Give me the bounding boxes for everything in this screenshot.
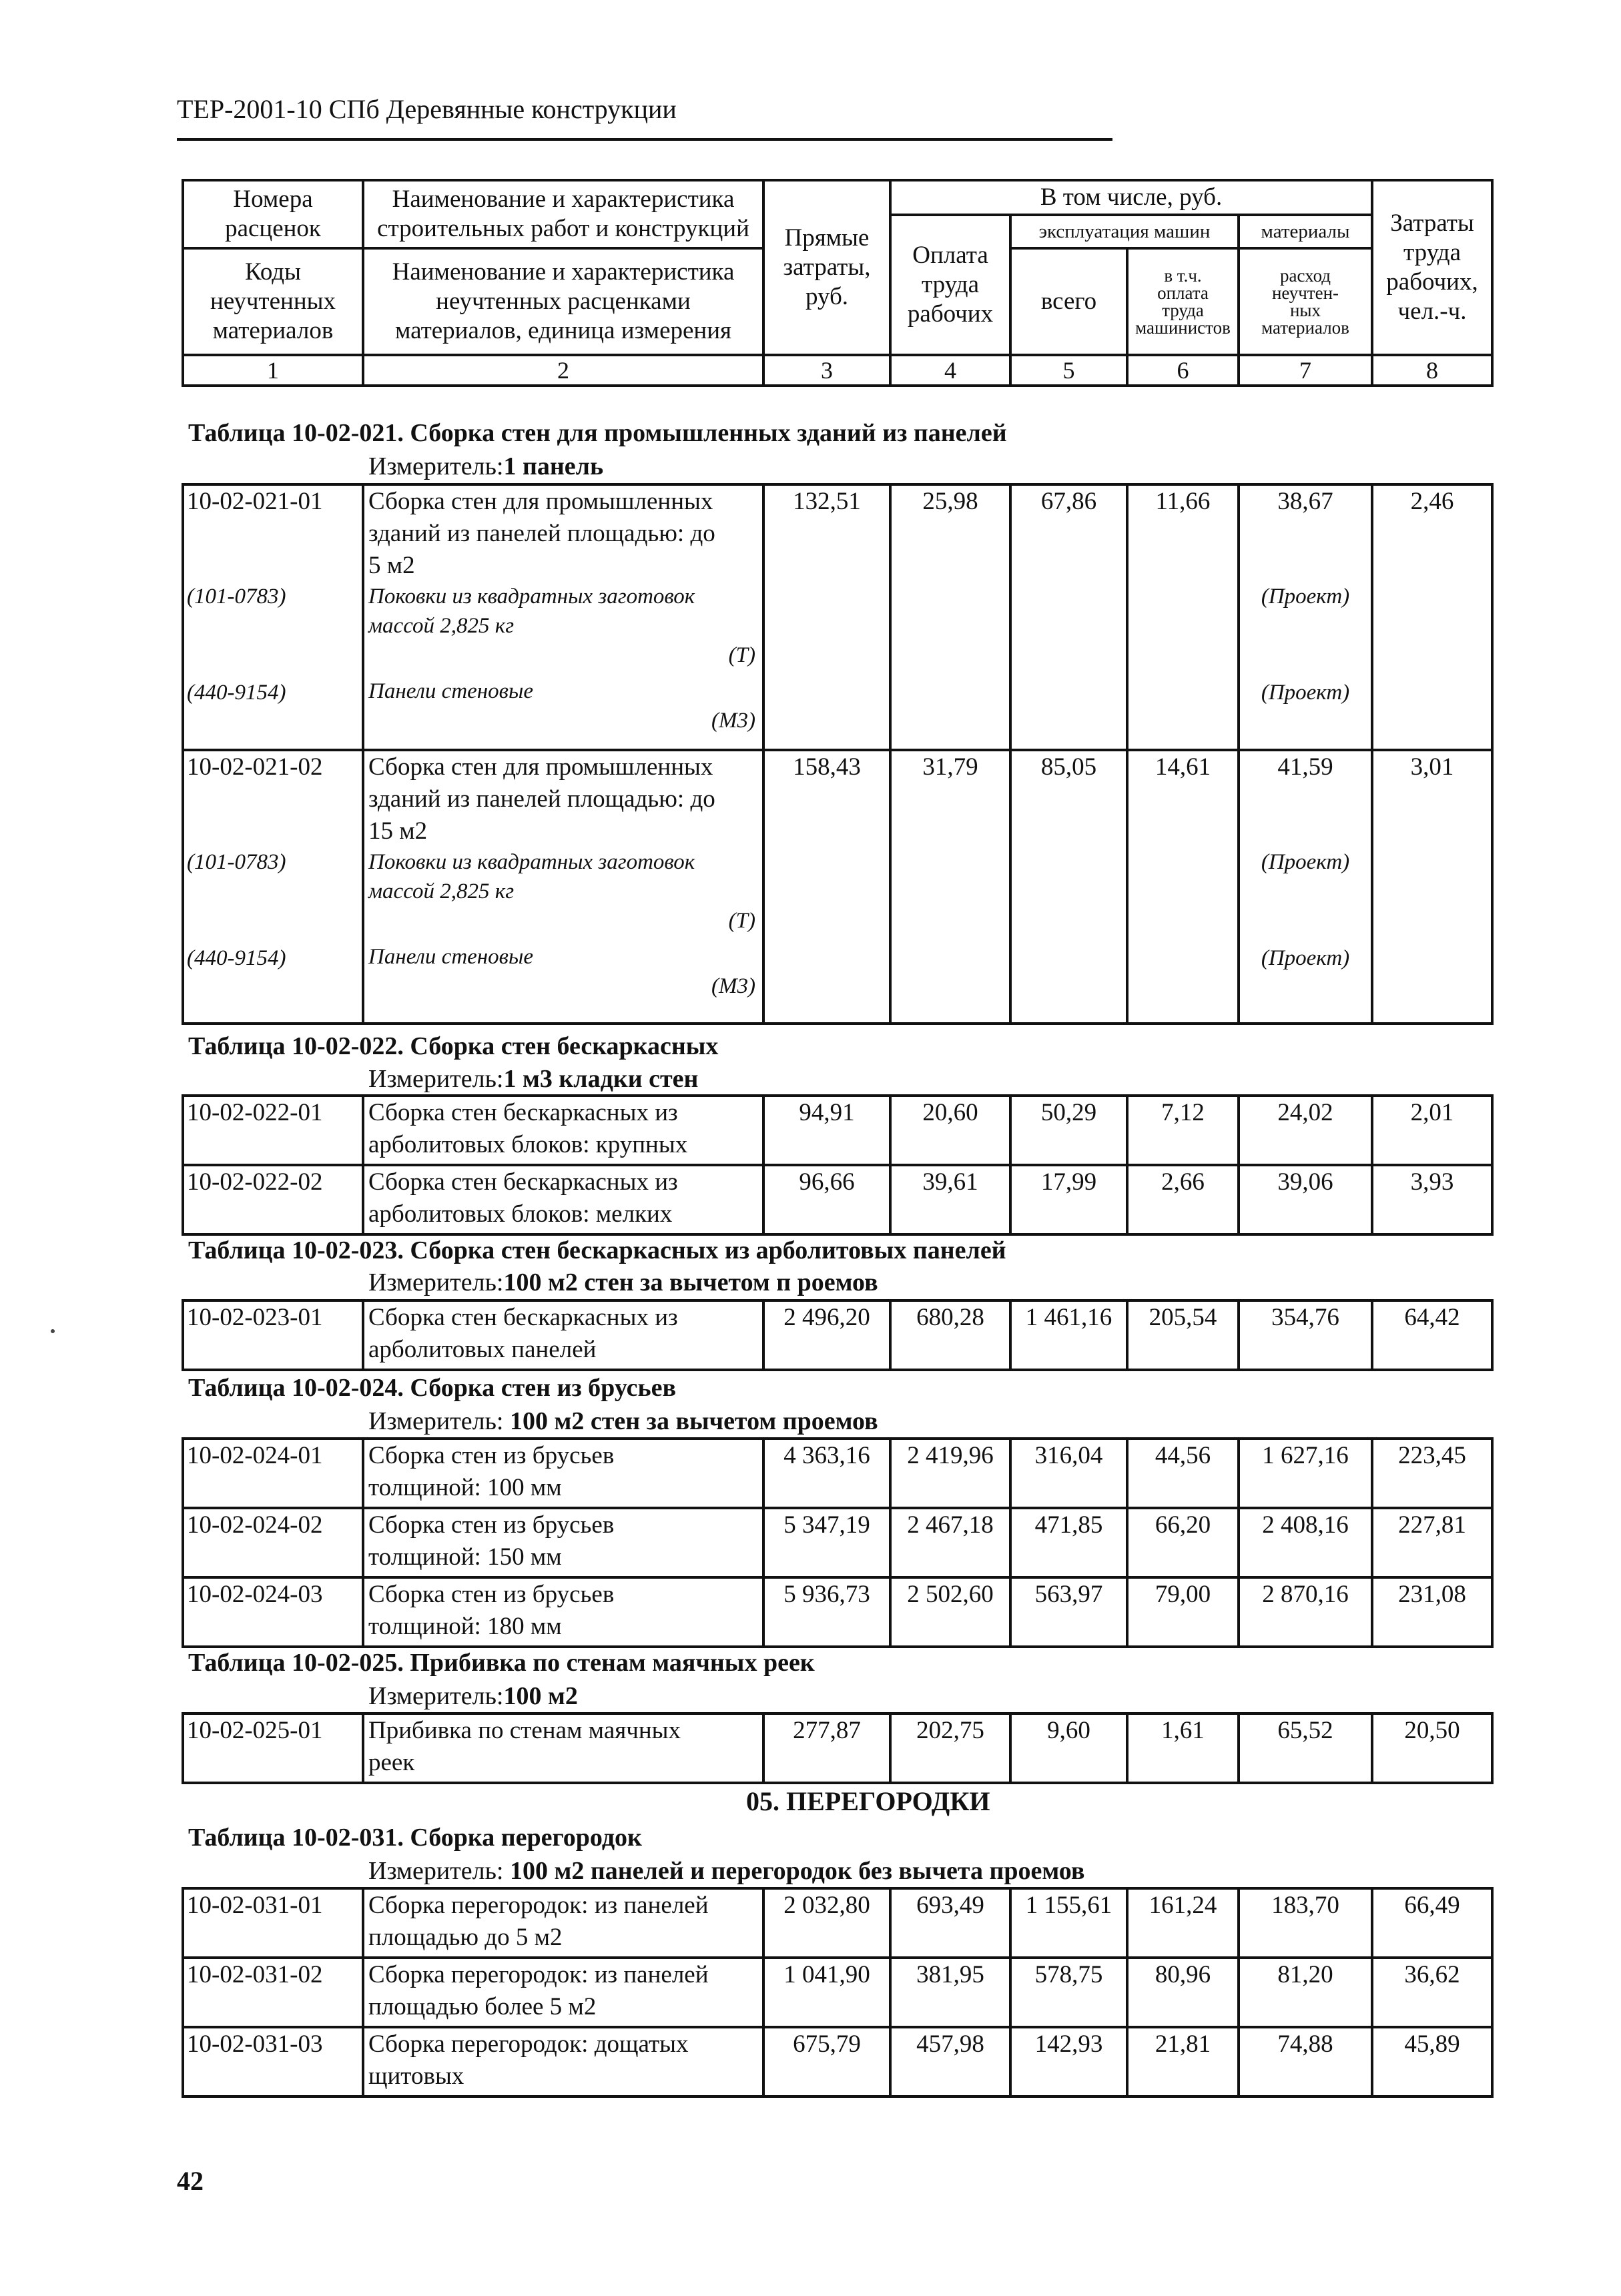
rates-table	[182, 1299, 1494, 1371]
hdr-machinist-pay: в т.ч. оплата труда машинистов	[1127, 248, 1239, 355]
material-name: Панели стеновые	[368, 945, 533, 969]
table-meter: Измеритель: 100 м2 панелей и перегородок без вычета проемов	[368, 1857, 1085, 1885]
direct-costs: 675,79	[763, 2027, 890, 2096]
labor-hours: 2,01	[1372, 1096, 1492, 1165]
materials-value: 65,52	[1239, 1713, 1372, 1783]
material-code: (101-0783)	[187, 585, 286, 609]
hdr-material-names: Наименование и характеристика неучтенных расценками материалов, единица измерения	[363, 248, 763, 355]
table-title: Таблица 10-02-031. Сборка перегородок	[188, 1824, 642, 1852]
worker-pay: 381,95	[890, 1958, 1010, 2027]
direct-costs: 132,51	[763, 484, 890, 750]
table-title: Таблица 10-02-021. Сборка стен для промышленных зданий из панелей	[188, 419, 1007, 447]
materials-value: 183,70	[1239, 1888, 1372, 1958]
section-title: 05. ПЕРЕГОРОДКИ	[746, 1786, 990, 1816]
header-rule	[177, 138, 1112, 141]
rate-code: 10-02-031-02	[183, 1958, 363, 2027]
worker-pay: 20,60	[890, 1096, 1010, 1165]
material-value: (Проект)	[1261, 946, 1350, 970]
machines-total: 316,04	[1010, 1439, 1127, 1508]
machinist-pay: 79,00	[1127, 1577, 1239, 1647]
hdr-labor-hours: Затраты труда рабочих, чел.-ч.	[1372, 180, 1492, 355]
rate-description: Сборка перегородок: из панелей площадью до 5 м2	[363, 1888, 763, 1958]
table-row	[183, 2027, 1492, 2096]
labor-hours: 2,46	[1372, 484, 1492, 750]
machines-total: 1 461,16	[1010, 1300, 1127, 1370]
worker-pay: 39,61	[890, 1165, 1010, 1234]
material-code: (440-9154)	[187, 681, 286, 705]
material-name: Поковки из квадратных заготовок массой 2,825 кг	[368, 585, 695, 638]
table-row	[183, 1577, 1492, 1647]
rate-description: Сборка перегородок: из панелей площадью более 5 м2	[363, 1958, 763, 2027]
labor-hours: 45,89	[1372, 2027, 1492, 2096]
table-row	[183, 484, 1492, 750]
rate-code: 10-02-031-01	[183, 1888, 363, 1958]
labor-hours: 3,01	[1372, 750, 1492, 1024]
worker-pay: 2 502,60	[890, 1577, 1010, 1647]
material-code: (101-0783)	[187, 850, 286, 874]
hdr-materials: материалы	[1239, 215, 1372, 248]
machinist-pay: 7,12	[1127, 1096, 1239, 1165]
direct-costs: 5 936,73	[763, 1577, 890, 1647]
materials-value: 1 627,16	[1239, 1439, 1372, 1508]
direct-costs: 5 347,19	[763, 1508, 890, 1577]
hdr-material-codes: Коды неучтенных материалов	[183, 248, 363, 355]
material-code: (440-9154)	[187, 946, 286, 970]
table-row	[183, 1888, 1492, 1958]
rates-table	[182, 1437, 1494, 1648]
material-name: Панели стеновые	[368, 679, 533, 703]
machines-total: 1 155,61	[1010, 1888, 1127, 1958]
rate-code: 10-02-021-01	[187, 488, 323, 515]
direct-costs: 2 032,80	[763, 1888, 890, 1958]
rate-code: 10-02-024-03	[183, 1577, 363, 1647]
machinist-pay: 205,54	[1127, 1300, 1239, 1370]
machinist-pay: 80,96	[1127, 1958, 1239, 2027]
machines-total: 471,85	[1010, 1508, 1127, 1577]
direct-costs: 94,91	[763, 1096, 890, 1165]
machinist-pay: 2,66	[1127, 1165, 1239, 1234]
rates-table	[182, 1712, 1494, 1784]
hdr-worker-pay: Оплата труда рабочих	[890, 215, 1010, 355]
rate-code: 10-02-021-02	[187, 753, 323, 781]
table-row	[183, 1439, 1492, 1508]
rate-code: 10-02-024-02	[183, 1508, 363, 1577]
machines-total: 85,05	[1010, 750, 1127, 1024]
rate-code: 10-02-024-01	[183, 1439, 363, 1508]
machinist-pay: 14,61	[1127, 750, 1239, 1024]
page-number: 42	[177, 2166, 204, 2196]
table-meter: Измеритель:100 м2	[368, 1682, 578, 1710]
worker-pay: 2 419,96	[890, 1439, 1010, 1508]
machinist-pay: 11,66	[1127, 484, 1239, 750]
table-row	[183, 1096, 1492, 1165]
table-title: Таблица 10-02-022. Сборка стен бескаркасных	[188, 1032, 719, 1060]
direct-costs: 1 041,90	[763, 1958, 890, 2027]
labor-hours: 3,93	[1372, 1165, 1492, 1234]
scan-speck	[51, 1329, 55, 1333]
labor-hours: 20,50	[1372, 1713, 1492, 1783]
rates-table	[182, 483, 1494, 1025]
machinist-pay: 21,81	[1127, 2027, 1239, 2096]
direct-costs: 277,87	[763, 1713, 890, 1783]
rate-description: Сборка стен из брусьев толщиной: 180 мм	[363, 1577, 763, 1647]
table-meter: Измеритель:1 панель	[368, 452, 604, 480]
labor-hours: 231,08	[1372, 1577, 1492, 1647]
material-value: (Проект)	[1261, 585, 1350, 609]
machinist-pay: 44,56	[1127, 1439, 1239, 1508]
table-title: Таблица 10-02-025. Прибивка по стенам маячных реек	[188, 1649, 815, 1677]
table-row	[183, 1300, 1492, 1370]
labor-hours: 66,49	[1372, 1888, 1492, 1958]
material-unit: (М3)	[711, 709, 755, 733]
material-value: (Проект)	[1261, 850, 1350, 874]
machines-total: 142,93	[1010, 2027, 1127, 2096]
machines-total: 563,97	[1010, 1577, 1127, 1647]
table-row	[183, 1713, 1492, 1783]
rate-description: Сборка стен для промышленных зданий из панелей площадью: до 5 м2	[368, 488, 715, 579]
machinist-pay: 1,61	[1127, 1713, 1239, 1783]
table-meter: Измеритель:100 м2 стен за вычетом п роемов	[368, 1268, 878, 1296]
rate-description: Сборка перегородок: дощатых щитовых	[363, 2027, 763, 2096]
worker-pay: 25,98	[890, 484, 1010, 750]
worker-pay: 693,49	[890, 1888, 1010, 1958]
rates-table	[182, 1887, 1494, 2098]
machines-total: 50,29	[1010, 1096, 1127, 1165]
hdr-unaccounted-materials: расход неучтен- ных материалов	[1239, 248, 1372, 355]
rate-description: Сборка стен бескаркасных из арболитовых блоков: мелких	[363, 1165, 763, 1234]
running-head: ТЕР-2001-10 СПб Деревянные конструкции	[177, 94, 677, 124]
materials-value: 81,20	[1239, 1958, 1372, 2027]
rate-description: Прибивка по стенам маячных реек	[363, 1713, 763, 1783]
table-title: Таблица 10-02-023. Сборка стен бескаркасных из арболитовых панелей	[188, 1236, 1006, 1264]
rate-code: 10-02-025-01	[183, 1713, 363, 1783]
machines-total: 578,75	[1010, 1958, 1127, 2027]
materials-value: 38,67	[1277, 488, 1333, 515]
materials-value: 2 408,16	[1239, 1508, 1372, 1577]
direct-costs: 96,66	[763, 1165, 890, 1234]
worker-pay: 202,75	[890, 1713, 1010, 1783]
material-name: Поковки из квадратных заготовок массой 2,825 кг	[368, 850, 695, 903]
table-title: Таблица 10-02-024. Сборка стен из брусьев	[188, 1374, 676, 1402]
worker-pay: 2 467,18	[890, 1508, 1010, 1577]
materials-value: 41,59	[1277, 753, 1333, 781]
direct-costs: 2 496,20	[763, 1300, 890, 1370]
table-row	[183, 750, 1492, 1024]
labor-hours: 227,81	[1372, 1508, 1492, 1577]
hdr-direct-costs: Прямые затраты, руб.	[763, 180, 890, 355]
hdr-machines: эксплуатация машин	[1010, 215, 1239, 248]
machines-total: 67,86	[1010, 484, 1127, 750]
table-row	[183, 1165, 1492, 1234]
direct-costs: 4 363,16	[763, 1439, 890, 1508]
hdr-rate-number: Номера расценок	[183, 180, 363, 248]
materials-value: 354,76	[1239, 1300, 1372, 1370]
rates-table	[182, 1094, 1494, 1236]
column-header-table	[182, 179, 1494, 387]
rate-description: Сборка стен из брусьев толщиной: 100 мм	[363, 1439, 763, 1508]
worker-pay: 680,28	[890, 1300, 1010, 1370]
column-numbers-row: 1 2 3 4 5 6 7 8	[183, 355, 1492, 386]
rate-code: 10-02-022-02	[183, 1165, 363, 1234]
machinist-pay: 66,20	[1127, 1508, 1239, 1577]
labor-hours: 64,42	[1372, 1300, 1492, 1370]
materials-value: 2 870,16	[1239, 1577, 1372, 1647]
hdr-in-total: В том числе, руб.	[890, 180, 1372, 215]
material-value: (Проект)	[1261, 681, 1350, 705]
material-unit: (Т)	[728, 643, 755, 667]
rate-description: Сборка стен для промышленных зданий из панелей площадью: до 15 м2	[368, 753, 715, 845]
table-meter: Измеритель: 100 м2 стен за вычетом проемов	[368, 1407, 878, 1435]
rate-description: Сборка стен бескаркасных из арболитовых блоков: крупных	[363, 1096, 763, 1165]
worker-pay: 31,79	[890, 750, 1010, 1024]
rate-code: 10-02-023-01	[183, 1300, 363, 1370]
table-row	[183, 1508, 1492, 1577]
machines-total: 17,99	[1010, 1165, 1127, 1234]
materials-value: 39,06	[1239, 1165, 1372, 1234]
rate-code: 10-02-031-03	[183, 2027, 363, 2096]
material-unit: (М3)	[711, 974, 755, 998]
rate-description: Сборка стен из брусьев толщиной: 150 мм	[363, 1508, 763, 1577]
direct-costs: 158,43	[763, 750, 890, 1024]
rate-code: 10-02-022-01	[183, 1096, 363, 1165]
table-meter: Измеритель:1 м3 кладки стен	[368, 1065, 699, 1093]
labor-hours: 36,62	[1372, 1958, 1492, 2027]
materials-value: 24,02	[1239, 1096, 1372, 1165]
machines-total: 9,60	[1010, 1713, 1127, 1783]
hdr-machines-total: всего	[1010, 248, 1127, 355]
rate-description: Сборка стен бескаркасных из арболитовых панелей	[363, 1300, 763, 1370]
material-unit: (Т)	[728, 909, 755, 933]
materials-value: 74,88	[1239, 2027, 1372, 2096]
labor-hours: 223,45	[1372, 1439, 1492, 1508]
hdr-work-name: Наименование и характеристика строительных работ и конструкций	[363, 180, 763, 248]
machinist-pay: 161,24	[1127, 1888, 1239, 1958]
table-row	[183, 1958, 1492, 2027]
worker-pay: 457,98	[890, 2027, 1010, 2096]
